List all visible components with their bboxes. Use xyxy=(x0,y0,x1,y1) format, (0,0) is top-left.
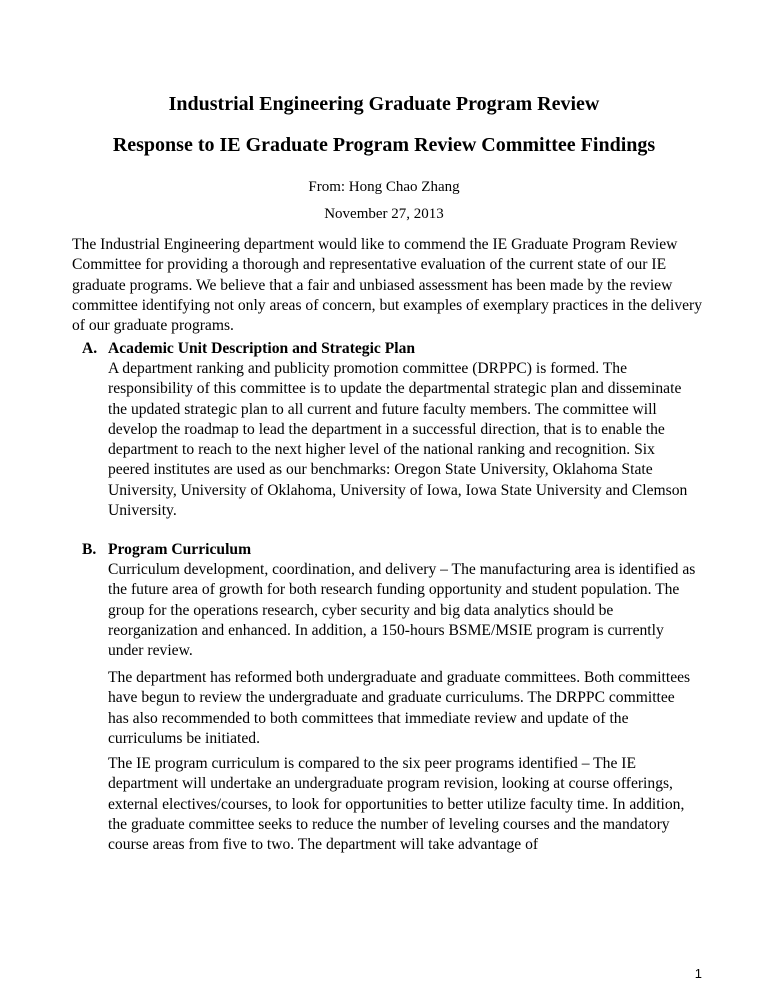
section-b-letter: B. xyxy=(82,541,97,558)
author-line: From: Hong Chao Zhang xyxy=(308,179,460,195)
document-subtitle: Response to IE Graduate Program Review Committee Findings xyxy=(112,134,656,156)
section-a-heading: Academic Unit Description and Strategic Plan xyxy=(108,340,416,357)
section-b-paragraph-2: The department has reformed both undergraduate and graduate committees. Both committees have begun to review the undergraduate and graduate curriculums. The DRPPC committee has also recommended to both committees that immediate review and update of the curriculums be initiated. xyxy=(108,669,691,747)
section-a-letter: A. xyxy=(82,340,98,357)
document-title: Industrial Engineering Graduate Program Review xyxy=(168,93,600,115)
page-number: 1 xyxy=(694,966,702,981)
section-b-paragraph-3: The IE program curriculum is compared to the six peer programs identified – The IE department will undertake an undergraduate program revision, looking at course offerings, external electives/courses, to look for opportunities to better utilize faculty time. In addition, the graduate committee seeks to reduce the number of leveling courses and the mandatory course areas from five to two. The department will take advantage of xyxy=(108,755,685,854)
section-a-paragraph: A department ranking and publicity promotion committee (DRPPC) is formed. The responsibility of this committee is to update the departmental strategic plan and disseminate the updated strategic plan to all current and future faculty members. The committee will develop the roadmap to lead the department in a successful direction, that is to enable the department to reach to the next higher level of the national ranking and recognition. Six peered institutes are used as our benchmarks: Oregon State University, Oklahoma State University, University of Oklahoma, University of Iowa, Iowa State University and Clemson University. xyxy=(108,360,688,520)
section-b-heading: Program Curriculum xyxy=(108,541,252,558)
date-line: November 27, 2013 xyxy=(324,206,444,222)
intro-paragraph: The Industrial Engineering department would like to commend the IE Graduate Program Review Committee for providing a thorough and representative evaluation of the current state of our IE graduate programs. We believe that a fair and unbiased assessment has been made by the review committee identifying not only areas of concern, but examples of exemplary practices in the delivery of our graduate programs. xyxy=(72,236,703,335)
section-b-paragraph-1: Curriculum development, coordination, and delivery – The manufacturing area is identified as the future area of growth for both research funding opportunity and student population. The group for the operations research, cyber security and big data analytics should be reorganization and enhanced. In addition, a 150-hours BSME/MSIE program is currently under review. xyxy=(108,561,696,660)
